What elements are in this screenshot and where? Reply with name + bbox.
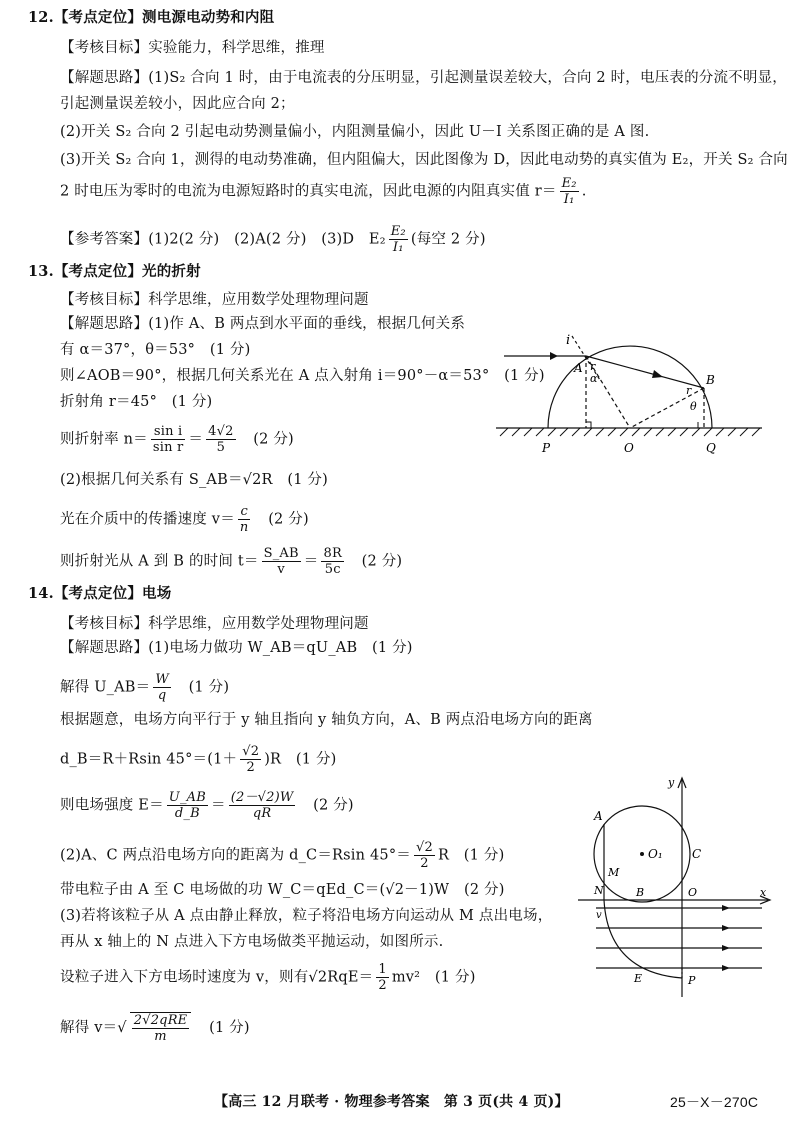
q12-title: 12.【考点定位】测电源电动势和内阻: [28, 9, 275, 26]
center-dot: [640, 852, 644, 856]
q14-title: 14.【考点定位】电场: [28, 585, 172, 602]
label-E: E: [634, 972, 643, 985]
label-A: A: [574, 361, 583, 375]
q14-line-3: 根据题意，电场方向平行于 y 轴且指向 y 轴负方向，A、B 两点沿电场方向的距离: [60, 712, 593, 728]
q14-target: 【考核目标】科学思维，应用数学处理物理问题: [60, 616, 369, 632]
q12-hint-1b: 引起测量误差较小，因此应合向 2；: [60, 96, 295, 112]
q14-hint-1: 【解题思路】(1)电场力做功 W_AB＝qU_AB (1 分): [60, 640, 413, 656]
ground-hatching: [500, 428, 760, 436]
label-r2: r: [686, 384, 692, 397]
q13-line-6: (2)根据几何关系有 S_AB＝√2R (1 分): [60, 472, 328, 488]
q12-answer: 【参考答案】(1)2(2 分) (2)A(2 分) (3)D E₂ $\frac{\text{E₂}}{\text{I₁}}$ (每空 2 分): [60, 224, 486, 255]
label-P: P: [542, 441, 551, 455]
q13-line-8: 则折射光从 A 到 B 的时间 t＝ $\frac{S\_AB}{v}$ ＝ $\frac{8R}{5c}$ (2 分): [60, 546, 403, 577]
q12-hint-2: (2)开关 S₂ 合向 2 引起电动势测量偏小，内阻测量偏小，因此 U－I 关系图正确的是 A 图.: [60, 124, 650, 140]
q13-line-2: 有 α＝37°，θ＝53° (1 分): [60, 342, 251, 358]
q12-hint-3: (3)开关 S₂ 合向 1，测得的电动势准确，但内阻偏大，因此图像为 D，因此电动势的真实值为 E₂，开关 S₂ 合向: [60, 152, 788, 168]
q13-hint-1: 【解题思路】(1)作 A、B 两点到水平面的垂线，根据几何关系: [60, 316, 466, 332]
q14-field-figure: [572, 772, 778, 1002]
q13-refraction-figure: [490, 330, 770, 460]
q13-line-3: 则∠AOB＝90°，根据几何关系光在 A 点入射角 i＝90°－α＝53° (1 分): [60, 368, 545, 384]
label-B: B: [636, 886, 645, 899]
q14-line-10: 设粒子进入下方电场时速度为 v，则有√2RqE＝ $\frac{1}{2}$ mv² (1 分): [60, 962, 476, 993]
q13-line-7: 光在介质中的传播速度 v＝ $\frac{c}{n}$ (2 分): [60, 504, 309, 535]
q12-hint-1: 【解题思路】(1)S₂ 合向 1 时，由于电流表的分压明显，引起测量误差较大，合向 2 时，电压表的分流不明显，: [60, 70, 787, 86]
label-x: x: [760, 886, 767, 899]
footer-code: 25－X－270C: [670, 1094, 759, 1110]
q14-line-11: 解得 v＝√ $\frac{\text{2√2qRE}}{m}$ (1 分): [60, 1013, 250, 1044]
q14-line-8: (3)若将该粒子从 A 点由静止释放，粒子将沿电场方向运动从 M 点出电场，: [60, 908, 553, 924]
label-r1: r: [590, 360, 596, 373]
label-N: N: [594, 884, 604, 897]
q14-line-2: 解得 U_AB＝ $\frac{W}{q}$ (1 分): [60, 672, 230, 703]
label-i: i: [566, 333, 571, 348]
q13-line-5: 则折射率 n＝ $\frac{\text{sin i}}{\text{sin r}}$ ＝ $\frac{4√2}{5}$ (2 分): [60, 424, 294, 455]
q14-line-5: 则电场强度 E＝ $\frac{U\_AB}{d\_B}$ ＝ $\frac{(2-√2)W}{qR}$ (2 分): [60, 790, 354, 821]
label-O: O: [624, 441, 634, 455]
label-P: P: [688, 974, 696, 987]
label-v: v: [596, 910, 602, 921]
q12-hint-3b: 2 时电压为零时的电流为电源短路时的真实电流，因此电源的内阻真实值 r＝ $\frac{\text{E₂}}{\text{I₁}}$ .: [60, 176, 587, 207]
label-A: A: [594, 809, 603, 823]
footer-page-info: 【高三 12 月联考 · 物理参考答案 第 3 页(共 4 页)】: [214, 1094, 569, 1110]
label-M: M: [608, 866, 620, 879]
q13-title: 13.【考点定位】光的折射: [28, 263, 201, 280]
label-theta: θ: [690, 400, 697, 413]
label-C: C: [692, 847, 702, 861]
label-O1: O₁: [648, 847, 663, 861]
label-y: y: [668, 776, 675, 789]
trajectory: [604, 900, 682, 978]
q12-target: 【考核目标】实验能力，科学思维，推理: [60, 40, 325, 56]
label-Q: Q: [706, 441, 716, 455]
label-alpha: α: [590, 372, 598, 385]
q13-target: 【考核目标】科学思维，应用数学处理物理问题: [60, 292, 369, 308]
q14-line-6: (2)A、C 两点沿电场方向的距离为 d_C＝Rsin 45°＝ $\frac{√2}{2}$ R (1 分): [60, 840, 505, 871]
q14-line-4: d_B＝R＋Rsin 45°＝(1＋ $\frac{√2}{2}$ )R (1 分): [60, 744, 337, 775]
q14-line-9: 再从 x 轴上的 N 点进入下方电场做类平抛运动，如图所示.: [60, 934, 444, 950]
label-B: B: [706, 373, 715, 387]
q13-line-4: 折射角 r＝45° (1 分): [60, 394, 213, 410]
label-O: O: [688, 886, 698, 899]
q14-line-7: 带电粒子由 A 至 C 电场做的功 W_C＝qEd_C＝(√2－1)W (2 分): [60, 882, 505, 898]
